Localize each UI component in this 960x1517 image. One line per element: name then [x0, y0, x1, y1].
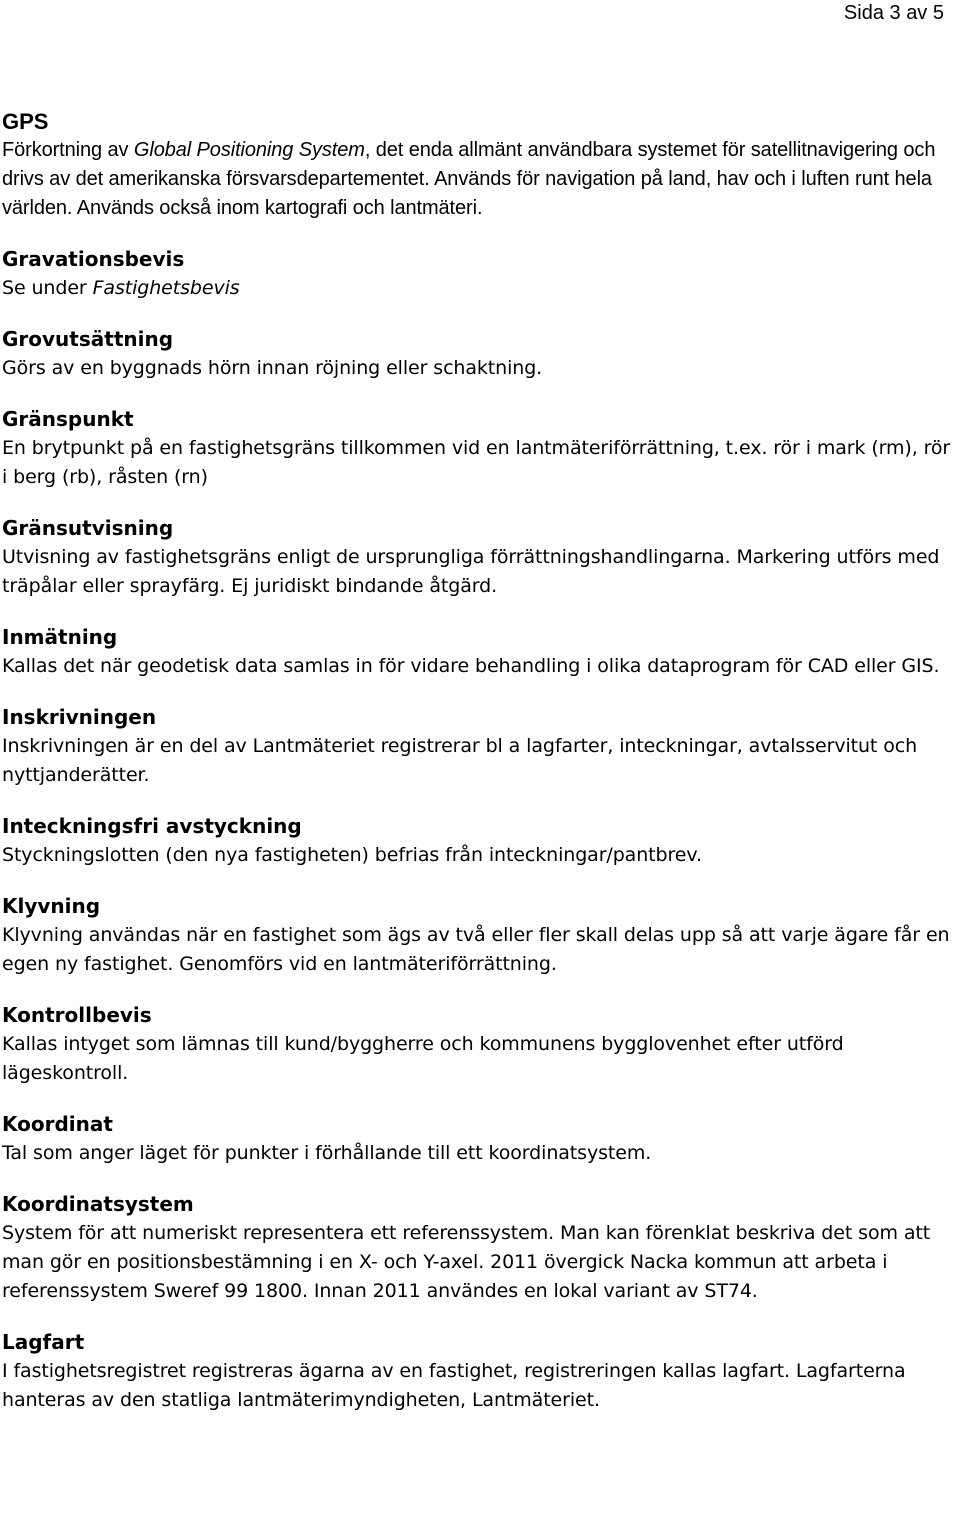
entry-definition	[2, 274, 952, 303]
glossary-entry-gravationsbevis	[2, 245, 952, 303]
entry-term: Kontrollbevis	[2, 1003, 152, 1027]
glossary	[2, 107, 952, 1437]
entry-definition	[2, 136, 952, 223]
glossary-entry-gps	[2, 107, 952, 223]
entry-term: Inteckningsfri avstyckning	[2, 814, 302, 838]
entry-term: Inskrivningen	[2, 705, 157, 729]
entry-term: Gränspunkt	[2, 407, 134, 431]
entry-term: Koordinatsystem	[2, 1192, 194, 1216]
glossary-entry-grovutsattning	[2, 325, 952, 383]
entry-term: Lagfart	[2, 1330, 85, 1354]
definition-text: Förkortning av	[2, 139, 134, 161]
entry-definition: System för att numeriskt representera ett referenssystem. Man kan förenklat beskriva det som att man gör en positionsbestämning i en X- och Y-axel. 2011 övergick Nacka kommun att arbeta i referenssystem Sweref 99 1800. Innan 2011 användes en lokal variant av ST74.	[2, 1222, 931, 1302]
glossary-entry-gransutvisning	[2, 514, 952, 601]
glossary-entry-inskrivningen	[2, 703, 952, 790]
entry-definition: Klyvning användas när en fastighet som ägs av två eller fler skall delas upp så att varje ägare får en egen ny fastighet. Genomförs vid en lantmäteriförrättning.	[2, 924, 950, 975]
entry-definition: Kallas intyget som lämnas till kund/byggherre och kommunens bygglovenhet efter utförd lägeskontroll.	[2, 1033, 844, 1084]
entry-definition: Görs av en byggnads hörn innan röjning eller schaktning.	[2, 357, 543, 379]
glossary-entry-inmatning	[2, 623, 952, 681]
glossary-entry-inteckningsfri-avstyckning	[2, 812, 952, 870]
entry-definition: Styckningslotten (den nya fastigheten) befrias från inteckningar/pantbrev.	[2, 844, 702, 866]
entry-term: Klyvning	[2, 894, 101, 918]
glossary-entry-klyvning	[2, 892, 952, 979]
entry-term: GPS	[2, 109, 49, 134]
definition-italic-text: Fastighetsbevis	[92, 277, 240, 299]
entry-definition: Kallas det när geodetisk data samlas in för vidare behandling i olika dataprogram för CAD eller GIS.	[2, 655, 940, 677]
entry-definition: En brytpunkt på en fastighetsgräns tillkommen vid en lantmäteriförrättning, t.ex. rör i mark (rm), rör i berg (rb), råsten (rn)	[2, 437, 951, 488]
entry-term: Grovutsättning	[2, 327, 174, 351]
glossary-entry-lagfart	[2, 1328, 952, 1415]
entry-term: Inmätning	[2, 625, 118, 649]
entry-definition: Inskrivningen är en del av Lantmäteriet registrerar bl a lagfarter, inteckningar, avtalsservitut och nyttjanderätter.	[2, 735, 918, 786]
definition-italic-text: Global Positioning System	[133, 139, 365, 161]
glossary-entry-kontrollbevis	[2, 1001, 952, 1088]
entry-definition: Tal som anger läget för punkter i förhållande till ett koordinatsystem.	[2, 1142, 652, 1164]
glossary-entry-granspunkt	[2, 405, 952, 492]
entry-term: Koordinat	[2, 1112, 113, 1136]
definition-text: Se under	[2, 277, 93, 299]
definition-text: , det enda allmänt användbara systemet för satellitnavigering och drivs av det amerikanska försvarsdepartementet. Används för navigation på land, hav och i luften runt hela världen. Används också inom kartografi och lantmäteri.	[2, 139, 936, 219]
glossary-entry-koordinat	[2, 1110, 952, 1168]
glossary-entry-koordinatsystem	[2, 1190, 952, 1306]
entry-term: Gränsutvisning	[2, 516, 174, 540]
entry-definition: Utvisning av fastighetsgräns enligt de ursprungliga förrättningshandlingarna. Markering utförs med träpålar eller sprayfärg. Ej juridiskt bindande åtgärd.	[2, 546, 940, 597]
entry-term: Gravationsbevis	[2, 247, 185, 271]
entry-definition: I fastighetsregistret registreras ägarna av en fastighet, registreringen kallas lagfart. Lagfarterna hanteras av den statliga lantmäterimyndigheten, Lantmäteriet.	[2, 1360, 906, 1411]
page-number: Sida 3 av 5	[843, 2, 944, 24]
